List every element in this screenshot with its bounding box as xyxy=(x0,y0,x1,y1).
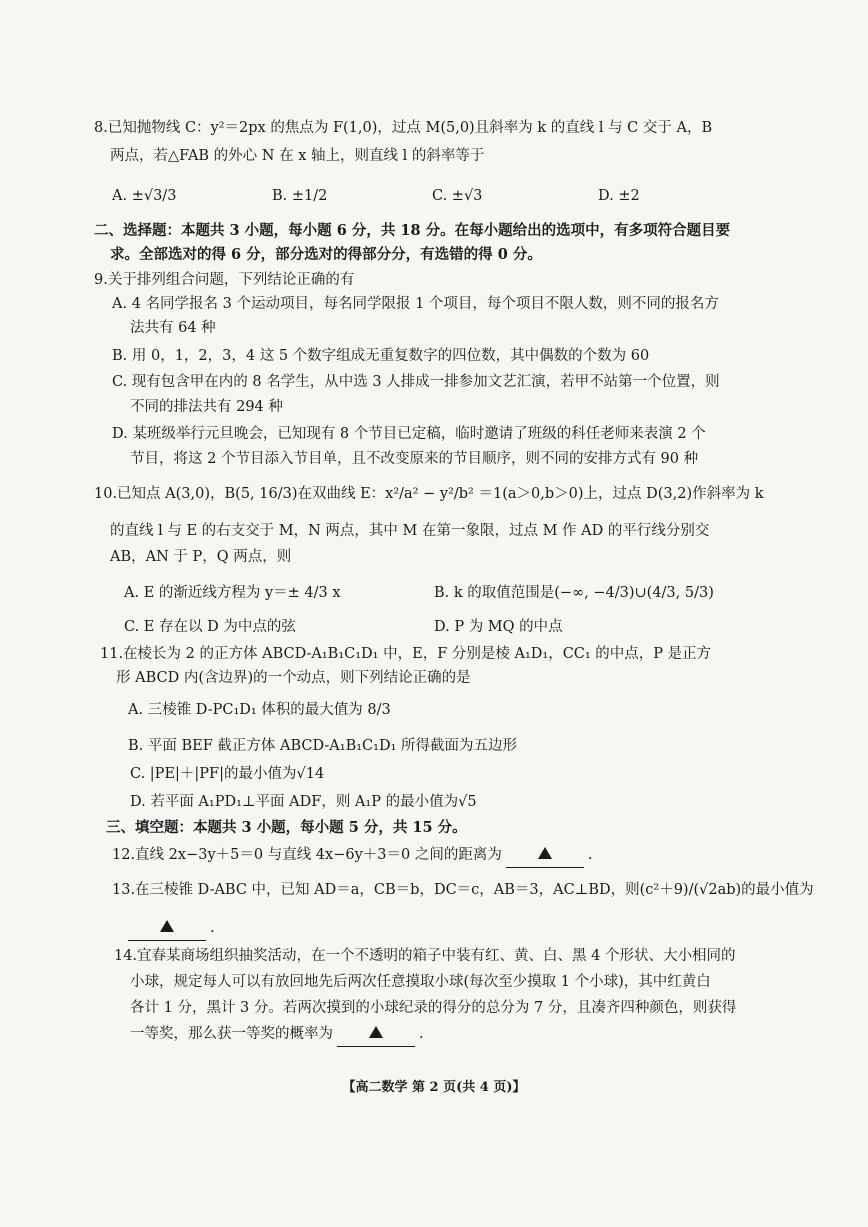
q11-line2: 形 ABCD 内(含边界)的一个动点，则下列结论正确的是 xyxy=(116,670,471,686)
q9-option-a-line1: A. 4 名同学报名 3 个运动项目，每名同学限报 1 个项目，每个项目不限人数，则不同的报名方 xyxy=(112,296,719,312)
q9-stem: 9.关于排列组合问题，下列结论正确的有 xyxy=(94,272,355,288)
q13-line2 xyxy=(128,918,215,939)
q14-line1: 14.宜春某商场组织抽奖活动，在一个不透明的箱子中装有红、黄、白、黑 4 个形状、大小相同的 xyxy=(114,948,736,964)
page-footer: 【高二数学 第 2 页(共 4 页)】 xyxy=(342,1080,526,1095)
q10-option-a: A. E 的渐近线方程为 y＝± 4/3 x xyxy=(124,585,341,601)
answer-triangle-icon xyxy=(369,1026,383,1038)
q11-option-a: A. 三棱锥 D-PC₁D₁ 体积的最大值为 8/3 xyxy=(128,702,391,718)
q11-option-c: C. |PE|＋|PF|的最小值为√14 xyxy=(130,766,325,782)
q11-option-d: D. 若平面 A₁PD₁⊥平面 ADF，则 A₁P 的最小值为√5 xyxy=(130,794,477,810)
q8-options xyxy=(112,186,732,208)
section2-heading-line2: 求。全部选对的得 6 分，部分选对的得部分分，有选错的得 0 分。 xyxy=(110,246,542,263)
q14-answer-blank[interactable] xyxy=(337,1026,415,1047)
q8-option-b: B. ±1/2 xyxy=(272,188,328,204)
q13-period: . xyxy=(210,920,215,936)
q12-line xyxy=(112,845,592,866)
q12-answer-blank[interactable] xyxy=(506,847,584,868)
q10-line2: 的直线 l 与 E 的右支交于 M，N 两点，其中 M 在第一象限，过点 M 作 AD 的平行线分别交 xyxy=(110,523,710,539)
q13-line1: 13.在三棱锥 D-ABC 中，已知 AD＝a，CB＝b，DC＝c，AB＝3，AC⊥BD，则(c²＋9)/(√2ab)的最小值为 xyxy=(112,882,814,898)
q10-option-c: C. E 存在以 D 为中点的弦 xyxy=(124,619,296,635)
q9-option-c-line1: C. 现有包含甲在内的 8 名学生，从中选 3 人排成一排参加文艺汇演，若甲不站第一个位置，则 xyxy=(112,374,720,390)
q10-line1: 10.已知点 A(3,0)，B(5, 16/3)在双曲线 E：x²/a² − y²/b² ＝1(a＞0,b＞0)上，过点 D(3,2)作斜率为 k xyxy=(94,486,764,502)
q9-option-b: B. 用 0，1，2，3，4 这 5 个数字组成无重复数字的四位数，其中偶数的个数为 60 xyxy=(112,348,650,364)
answer-triangle-icon xyxy=(538,847,552,859)
q9-option-a-line2: 法共有 64 种 xyxy=(130,320,216,336)
q9-option-c-line2: 不同的排法共有 294 种 xyxy=(130,399,283,415)
q12-text: 12.直线 2x−3y＋5＝0 与直线 4x−6y＋3＝0 之间的距离为 xyxy=(112,847,502,863)
q8-option-c: C. ±√3 xyxy=(432,188,483,204)
section3-heading: 三、填空题：本题共 3 小题，每小题 5 分，共 15 分。 xyxy=(106,819,467,836)
q14-line2: 小球，规定每人可以有放回地先后两次任意摸取小球(每次至少摸取 1 个小球)，其中红黄白 xyxy=(130,974,711,990)
q14-line3: 各计 1 分，黑计 3 分。若两次摸到的小球纪录的得分的总分为 7 分，且凑齐四种颜色，则获得 xyxy=(130,1000,737,1016)
q8-option-a: A. ±√3/3 xyxy=(112,188,177,204)
q8-option-d: D. ±2 xyxy=(598,188,640,204)
q14-line4 xyxy=(130,1024,424,1045)
answer-triangle-icon xyxy=(160,920,174,932)
q13-answer-blank[interactable] xyxy=(128,920,206,941)
q14-text: 一等奖，那么获一等奖的概率为 xyxy=(130,1026,333,1042)
q9-option-d-line2: 节目，将这 2 个节目添入节目单，且不改变原来的节目顺序，则不同的安排方式有 90 种 xyxy=(130,451,699,467)
q14-period: . xyxy=(419,1026,424,1042)
q11-line1: 11.在棱长为 2 的正方体 ABCD-A₁B₁C₁D₁ 中，E，F 分别是棱 A₁D₁，CC₁ 的中点，P 是正方 xyxy=(100,646,712,662)
q10-option-b: B. k 的取值范围是(−∞, −4/3)∪(4/3, 5/3) xyxy=(434,585,714,601)
section2-heading-line1: 二、选择题：本题共 3 小题，每小题 6 分，共 18 分。在每小题给出的选项中，有多项符合题目要 xyxy=(94,222,731,239)
q8-line1: 8.已知抛物线 C：y²＝2px 的焦点为 F(1,0)，过点 M(5,0)且斜率为 k 的直线 l 与 C 交于 A，B xyxy=(94,120,713,136)
q10-line3: AB，AN 于 P，Q 两点，则 xyxy=(110,549,292,565)
q8-line2: 两点，若△FAB 的外心 N 在 x 轴上，则直线 l 的斜率等于 xyxy=(110,148,485,164)
q12-period: . xyxy=(587,847,593,863)
q9-option-d-line1: D. 某班级举行元旦晚会，已知现有 8 个节目已定稿，临时邀请了班级的科任老师来表演 2 个 xyxy=(112,426,706,442)
q11-option-b: B. 平面 BEF 截正方体 ABCD-A₁B₁C₁D₁ 所得截面为五边形 xyxy=(128,738,517,754)
q10-option-d: D. P 为 MQ 的中点 xyxy=(434,619,563,635)
